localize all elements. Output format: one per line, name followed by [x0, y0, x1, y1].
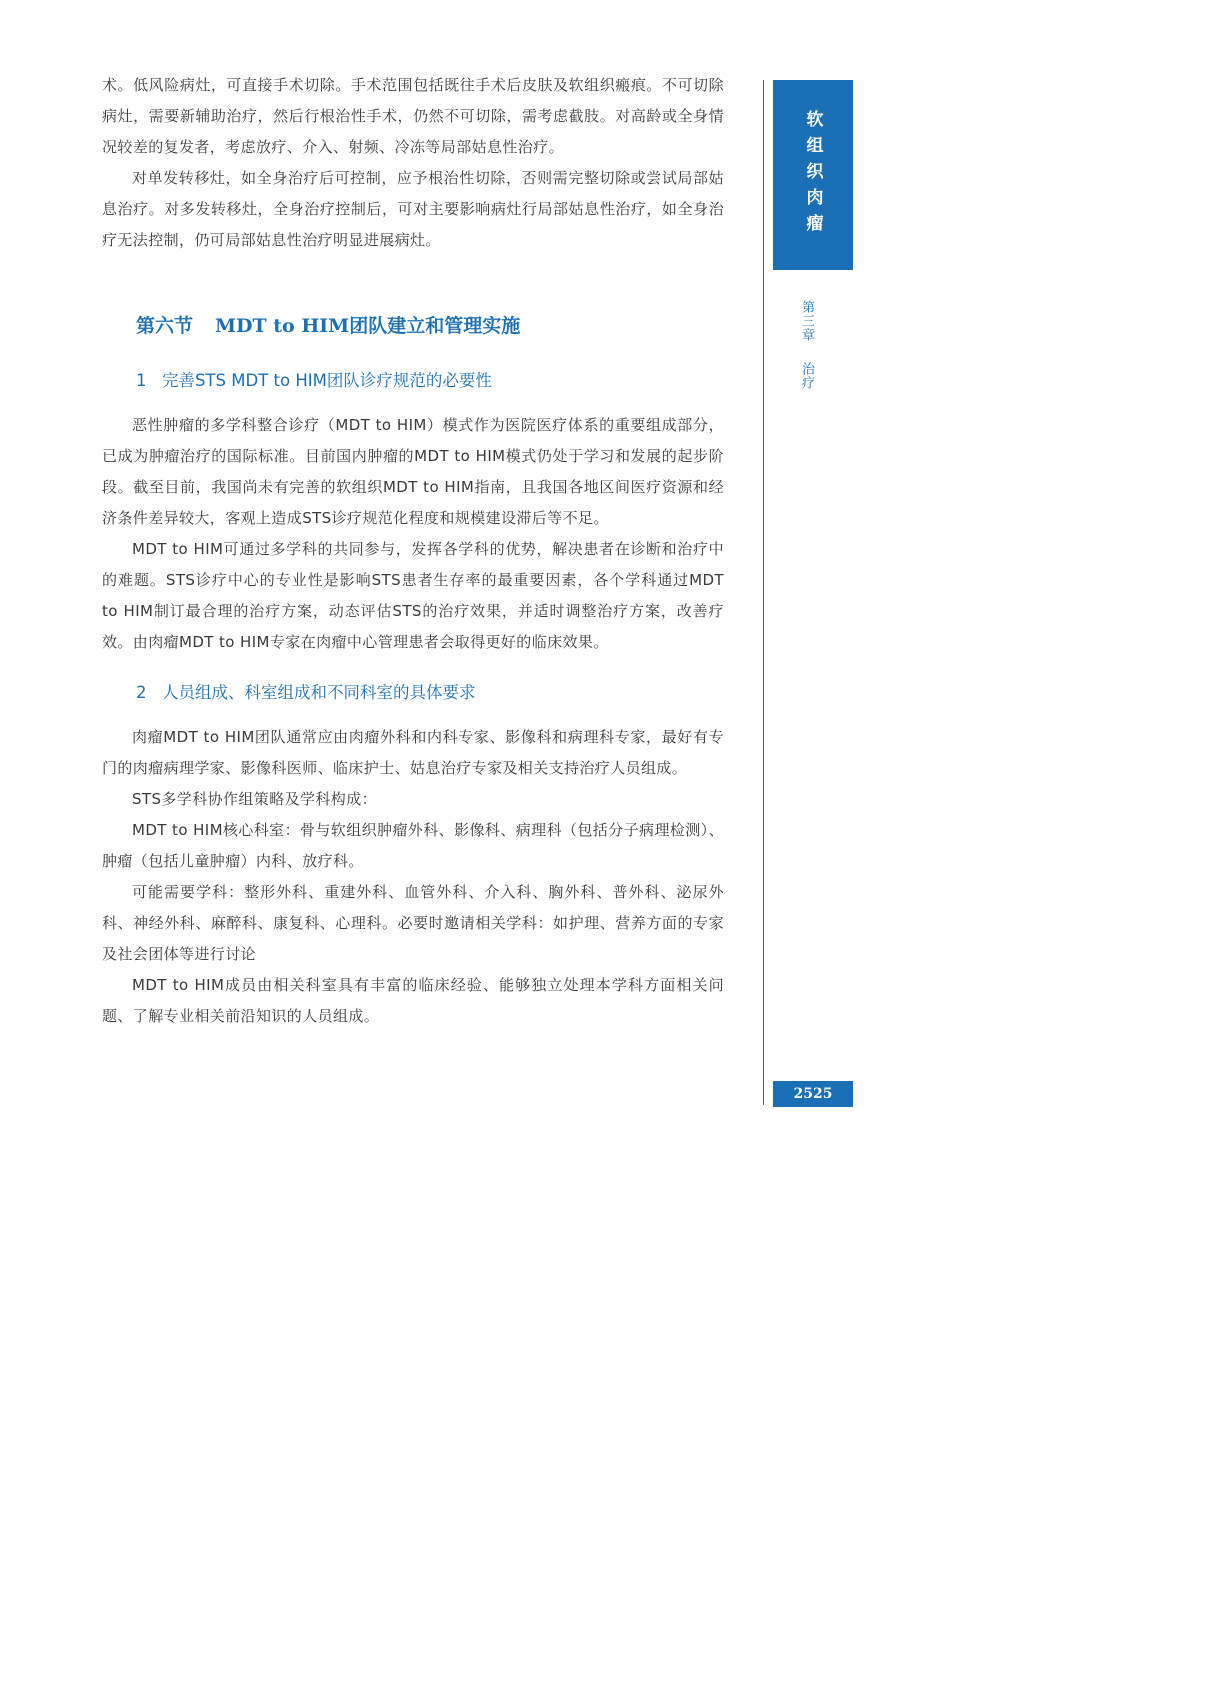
page-number: 2525 — [773, 1081, 853, 1107]
paragraph: STS多学科协作组策略及学科构成： — [132, 790, 378, 808]
section-label: 第六节 — [136, 315, 194, 337]
sidebar-book-title: 软组织肉瘤 — [802, 110, 823, 240]
paragraph: MDT to HIM可通过多学科的共同参与，发挥各学科的优势，解决患者在诊断和治疗中的难题。STS诊疗中心的专业性是影响STS患者生存率的最重要因素，各个学科通过MDT to HIM制订最合理的治疗方案，动态评估STS的治疗效果，并适时调整治疗方案，改善疗效。由肉瘤MDT to HIM专家在肉瘤中心管理患者会取得更好的临床效果。 — [102, 540, 724, 651]
sidebar-chapter-label — [797, 300, 816, 390]
paragraph: MDT to HIM核心科室：骨与软组织肿瘤外科、影像科、病理科（包括分子病理检测）、肿瘤（包括儿童肿瘤）内科、放疗科。 — [102, 821, 724, 870]
paragraph: 可能需要学科：整形外科、重建外科、血管外科、介入科、胸外科、普外科、泌尿外科、神经外科、麻醉科、康复科、心理科。必要时邀请相关学科：如护理、营养方面的专家及社会团体等进行讨论 — [102, 883, 724, 963]
chapter-topic: 治疗 — [799, 362, 814, 390]
main-content — [102, 70, 724, 1032]
paragraph: 术。低风险病灶，可直接手术切除。手术范围包括既往手术后皮肤及软组织瘢痕。不可切除病灶，需要新辅助治疗，然后行根治性手术，仍然不可切除，需考虑截肢。对高龄或全身情况较差的复发者，考虑放疗、介入、射频、冷冻等局部姑息性治疗。 — [102, 76, 724, 156]
section-title: MDT to HIM团队建立和管理实施 — [215, 315, 521, 337]
subsection-title: 人员组成、科室组成和不同科室的具体要求 — [162, 683, 476, 702]
paragraph: MDT to HIM成员由相关科室具有丰富的临床经验、能够独立处理本学科方面相关问题、了解专业相关前沿知识的人员组成。 — [102, 976, 724, 1025]
paragraph: 对单发转移灶，如全身治疗后可控制，应予根治性切除，否则需完整切除或尝试局部姑息治疗。对多发转移灶，全身治疗控制后，可对主要影响病灶行局部姑息性治疗，如全身治疗无法控制，仍可局部姑息性治疗明显进展病灶。 — [102, 169, 724, 249]
subsection-heading — [136, 670, 724, 716]
section-heading — [136, 306, 724, 346]
subsection-heading — [136, 358, 724, 404]
subsection-number: 1 — [136, 371, 147, 390]
paragraph: 肉瘤MDT to HIM团队通常应由肉瘤外科和内科专家、影像科和病理科专家，最好有专门的肉瘤病理学家、影像科医师、临床护士、姑息治疗专家及相关支持治疗人员组成。 — [102, 728, 724, 777]
paragraph: 恶性肿瘤的多学科整合诊疗（MDT to HIM）模式作为医院医疗体系的重要组成部分，已成为肿瘤治疗的国际标准。目前国内肿瘤的MDT to HIM模式仍处于学习和发展的起步阶段。截至目前，我国尚未有完善的软组织MDT to HIM指南，且我国各地区间医疗资源和经济条件差异较大，客观上造成STS诊疗规范化程度和规模建设滞后等不足。 — [102, 416, 724, 527]
subsection-title: 完善STS MDT to HIM团队诊疗规范的必要性 — [162, 371, 492, 390]
sidebar-book-title-block — [773, 80, 853, 270]
chapter-number: 第三章 — [799, 300, 814, 342]
sidebar-divider — [763, 80, 764, 1105]
subsection-number: 2 — [136, 683, 147, 702]
